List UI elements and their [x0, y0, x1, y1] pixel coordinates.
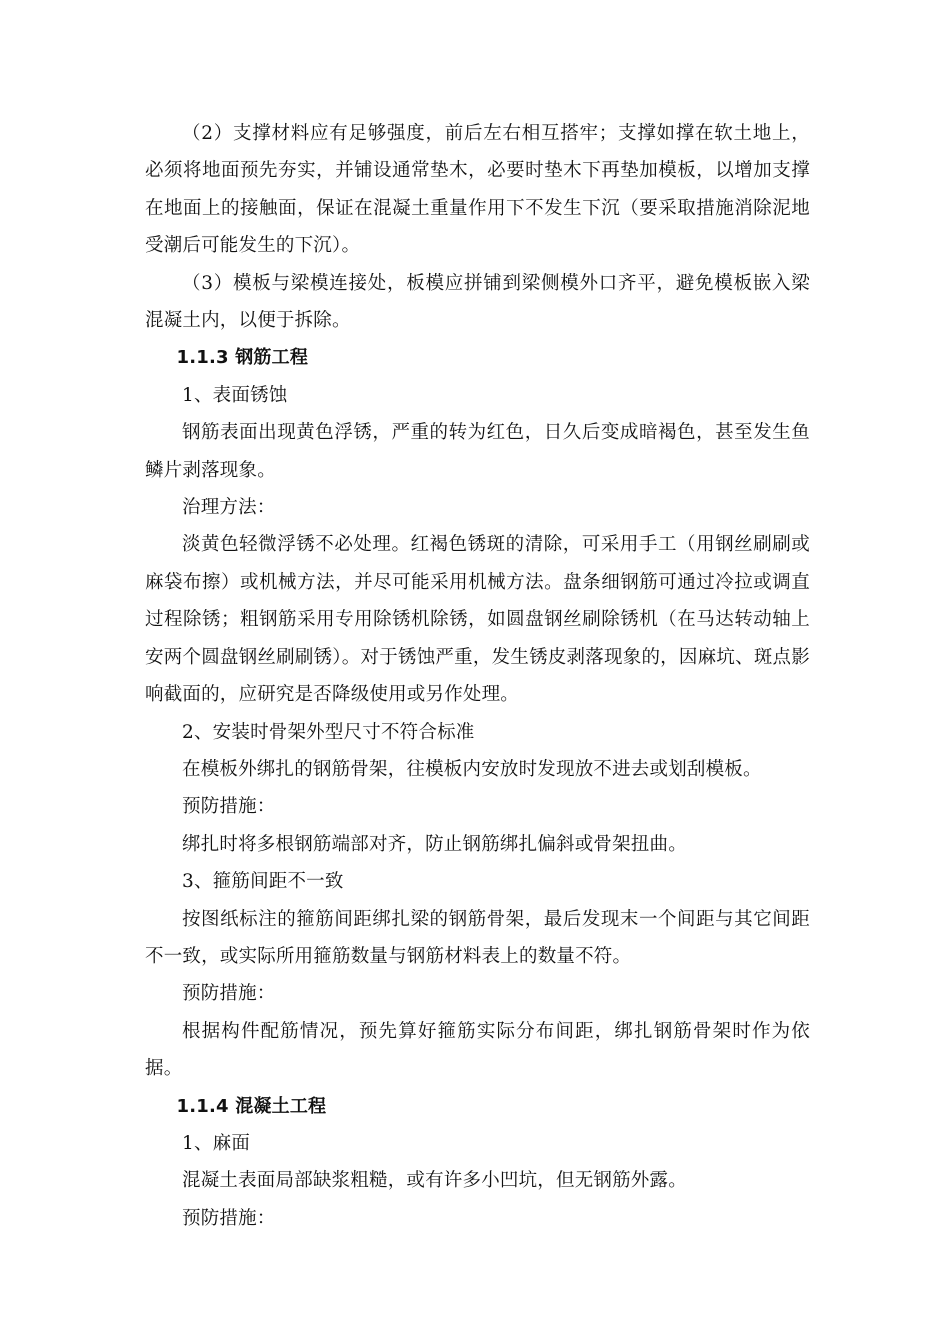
- paragraph-prevention-2: 根据构件配筋情况，预先算好箍筋实际分布间距，绑扎钢筋骨架时作为依据。: [145, 1020, 810, 1080]
- item-pitted-surface: 1、麻面: [182, 1132, 251, 1154]
- paragraph-prevention-1: 绑扎时将多根钢筋端部对齐，防止钢筋绑扎偏斜或骨架扭曲。: [182, 833, 687, 855]
- heading-concrete-engineering: 1.1.4 混凝土工程: [176, 1095, 327, 1117]
- item-surface-corrosion: 1、表面锈蚀: [182, 384, 288, 406]
- paragraph-pitted-description: 混凝土表面局部缺浆粗糙，或有许多小凹坑，但无钢筋外露。: [182, 1170, 687, 1192]
- label-treatment-method: 治理方法：: [182, 497, 276, 519]
- paragraph-treatment-description: 淡黄色轻微浮锈不必处理。红褐色锈斑的清除，可采用手工（用钢丝刷刷或麻袋布擦）或机械方法，并尽可能采用机械方法。盘条细钢筋可通过冷拉或调直过程除锈；粗钢筋采用专用除锈机除锈，如圆盘钢丝刷除锈机（在马达转动轴上安两个圆盘钢丝刷刷锈）。对于锈蚀严重，发生锈皮剥落现象的，因麻坑、斑点影响截面的，应研究是否降级使用或另作处理。: [145, 534, 810, 706]
- paragraph-support-materials: （2）支撑材料应有足够强度，前后左右相互搭牢；支撑如撑在软土地上，必须将地面预先夯实，并铺设通常垫木，必要时垫木下再垫加模板，以增加支撑在地面上的接触面，保证在混凝土重量作用下不发生下沉（要采取措施消除泥地受潮后可能发生的下沉）。: [145, 123, 810, 257]
- label-prevention-3: 预防措施：: [182, 1207, 276, 1229]
- label-prevention-2: 预防措施：: [182, 983, 276, 1005]
- heading-rebar-engineering: 1.1.3 钢筋工程: [176, 347, 309, 369]
- paragraph-stirrup-description: 按图纸标注的箍筋间距绑扎梁的钢筋骨架，最后发现末一个间距与其它间距不一致，或实际所用箍筋数量与钢筋材料表上的数量不符。: [145, 908, 810, 967]
- document-body: [145, 115, 810, 1237]
- paragraph-cage-description: 在模板外绑扎的钢筋骨架，往模板内安放时发现放不进去或划刮模板。: [182, 758, 762, 780]
- label-prevention-1: 预防措施：: [182, 796, 276, 818]
- paragraph-formwork-joint: （3）模板与梁模连接处，板模应拼铺到梁侧模外口齐平，避免模板嵌入梁混凝土内，以便于拆除。: [145, 272, 810, 332]
- paragraph-corrosion-description: 钢筋表面出现黄色浮锈，严重的转为红色，日久后变成暗褐色，甚至发生鱼鳞片剥落现象。: [145, 422, 810, 481]
- item-cage-size-mismatch: 2、安装时骨架外型尺寸不符合标准: [182, 721, 475, 743]
- item-stirrup-spacing: 3、箍筋间距不一致: [182, 871, 344, 893]
